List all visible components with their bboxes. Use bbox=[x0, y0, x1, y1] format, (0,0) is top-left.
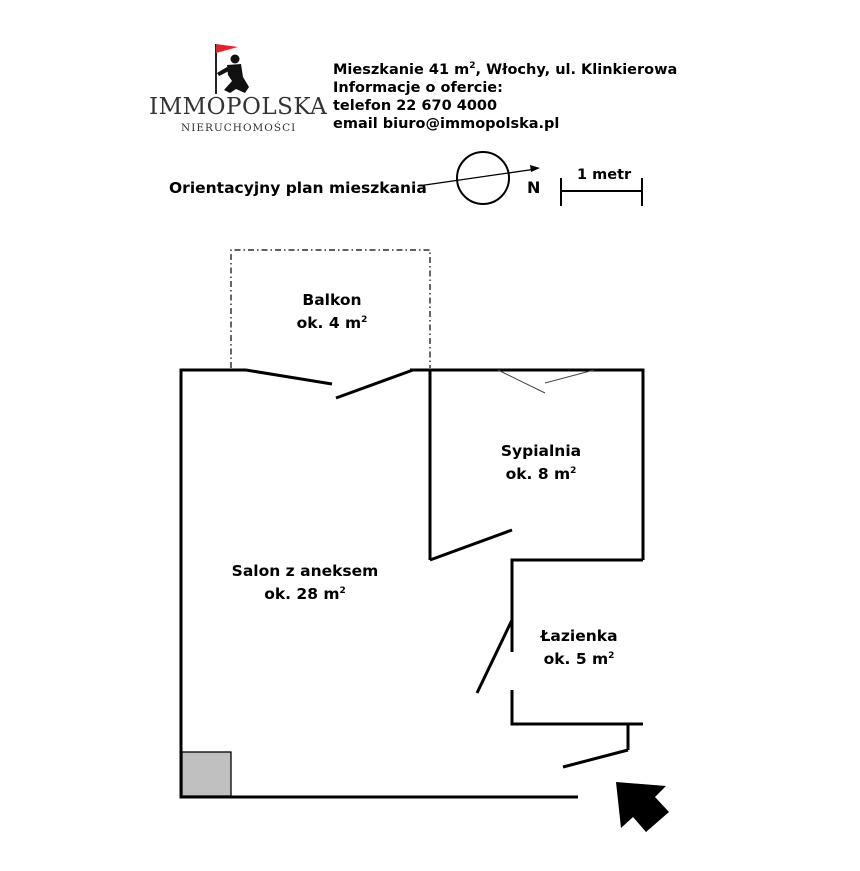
kitchen-block bbox=[182, 752, 231, 796]
compass-icon bbox=[418, 152, 540, 204]
email-text: email biuro@immopolska.pl bbox=[333, 116, 560, 132]
bedroom-window bbox=[498, 370, 594, 393]
brand-subtitle: NIERUCHOMOŚCI bbox=[181, 122, 297, 134]
room-bathroom bbox=[519, 626, 639, 669]
room-area: ok. 28 $m^2$ bbox=[264, 585, 346, 603]
room-balcony bbox=[277, 290, 387, 333]
room-bedroom bbox=[481, 441, 601, 484]
scale-label: 1 metr bbox=[577, 167, 632, 183]
room-name: Sypialnia bbox=[500, 442, 582, 460]
phone-text: telefon 22 670 4000 bbox=[333, 98, 498, 114]
room-living bbox=[220, 561, 390, 604]
offer-info-heading: Informacje o ofercie: bbox=[333, 80, 503, 96]
room-name: Salon z aneksem bbox=[231, 562, 379, 580]
listing-title: Mieszkanie 41 $m^2$, Włochy, ul. Klinkierowa bbox=[333, 61, 678, 78]
room-area: ok. 4 $m^2$ bbox=[296, 314, 368, 332]
entrance-arrow-icon bbox=[616, 782, 669, 832]
room-name: Balkon bbox=[302, 291, 362, 309]
brand-name: IMMOPOLSKA bbox=[149, 94, 328, 120]
room-area: ok. 8 $m^2$ bbox=[505, 465, 577, 483]
north-label: N bbox=[527, 178, 541, 197]
plan-caption: Orientacyjny plan mieszkania bbox=[169, 179, 427, 197]
room-name: Łazienka bbox=[540, 627, 618, 645]
room-area: ok. 5 $m^2$ bbox=[543, 650, 615, 668]
